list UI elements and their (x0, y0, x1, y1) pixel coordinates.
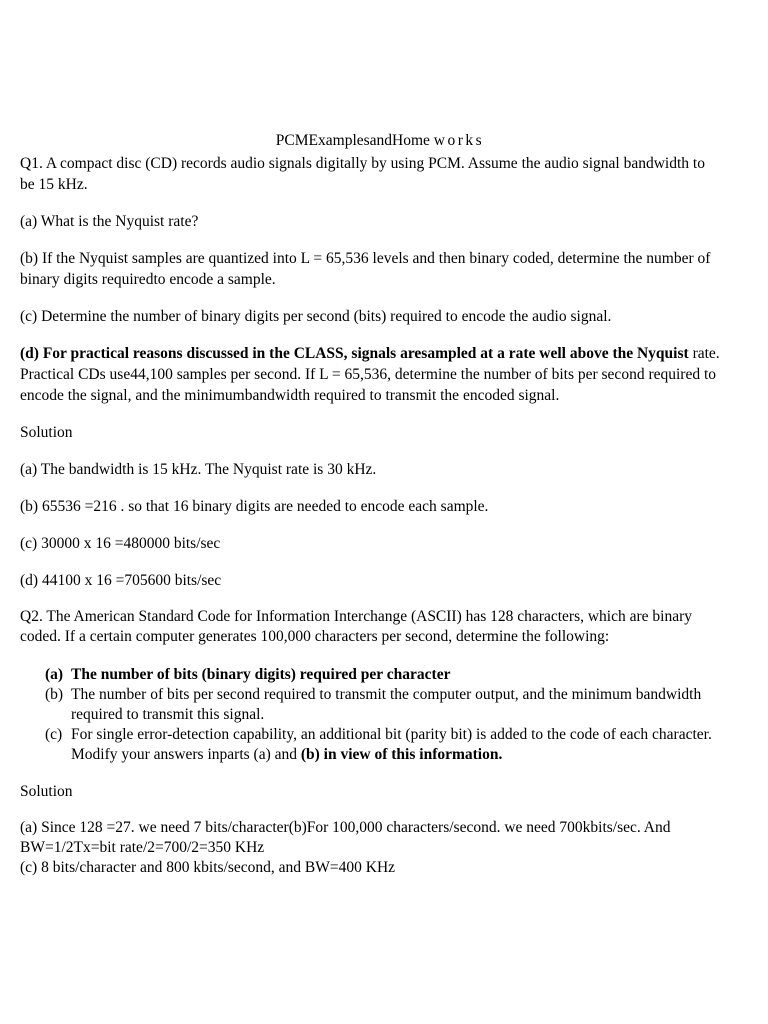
q1-part-d (20, 343, 720, 406)
q2-intro: Q2. The American Standard Code for Information Interchange (ASCII) has 128 characters, which are binary coded. If a certain computer generates 100,000 characters per second, determine the following: (20, 608, 693, 645)
solution1-a: (a) The bandwidth is 15 kHz. The Nyquist rate is 30 kHz. (20, 461, 377, 478)
q1-part-d-bold: (d) For practical reasons discussed in the CLASS, signals aresampled at a rate well above the Nyquist (20, 345, 689, 362)
list-item-text: The number of bits per second required to transmit the computer output, and the minimum bandwidth required to transmit this signal. (71, 686, 702, 723)
solution2-line2: (c) 8 bits/character and 800 kbits/second, and BW=400 KHz (20, 859, 396, 876)
title-spaced: works (433, 132, 485, 149)
document-page (20, 130, 720, 878)
page-title (20, 130, 720, 151)
list-item-mark: (b) (45, 686, 64, 703)
solution2-line1: (a) Since 128 =27. we need 7 bits/character(b)For 100,000 characters/second. we need 700kbits/sec. And BW=1/2Tx=bit rate/2=700/2=350 KHz (20, 819, 671, 856)
list-item (45, 725, 720, 765)
list-item (45, 665, 720, 685)
solution1-b: (b) 65536 =216 . so that 16 binary digits are needed to encode each sample. (20, 498, 489, 515)
solution1-c: (c) 30000 x 16 =480000 bits/sec (20, 535, 221, 552)
solution1-heading: Solution (20, 424, 73, 441)
q1-part-b: (b) If the Nyquist samples are quantized into L = 65,536 levels and then binary coded, determine the number of binary digits requiredto encode a sample. (20, 250, 711, 288)
list-item-mark: (c) (45, 726, 63, 743)
list-item-text: The number of bits (binary digits) required per character (71, 666, 451, 683)
q1-part-d-rest: rate. Practical CDs use44,100 samples per second. If L = 65,536, determine the number of bits per second required to encode the signal, and the minimumbandwidth required to transmit the encoded signal. (20, 345, 720, 404)
list-item (45, 685, 720, 725)
list-item-text: For single error-detection capability, an additional bit (parity bit) is added to the code of each character. Modify your answers inparts (a) and (71, 726, 712, 763)
title-main: PCMExamplesandHome (275, 132, 430, 149)
list-item-bold-tail: (b) in view of this information. (300, 746, 503, 763)
q1-part-c: (c) Determine the number of binary digits per second (bits) required to encode the audio signal. (20, 308, 612, 325)
solution1-d: (d) 44100 x 16 =705600 bits/sec (20, 572, 222, 589)
q1-part-a: (a) What is the Nyquist rate? (20, 213, 199, 230)
q2-item-list (45, 665, 720, 765)
list-item-text-wrap (71, 725, 720, 765)
q1-intro: Q1. A compact disc (CD) records audio signals digitally by using PCM. Assume the audio signal bandwidth to be 15 kHz. (20, 155, 705, 193)
list-item-mark: (a) (45, 666, 64, 683)
solution2-heading: Solution (20, 783, 73, 800)
